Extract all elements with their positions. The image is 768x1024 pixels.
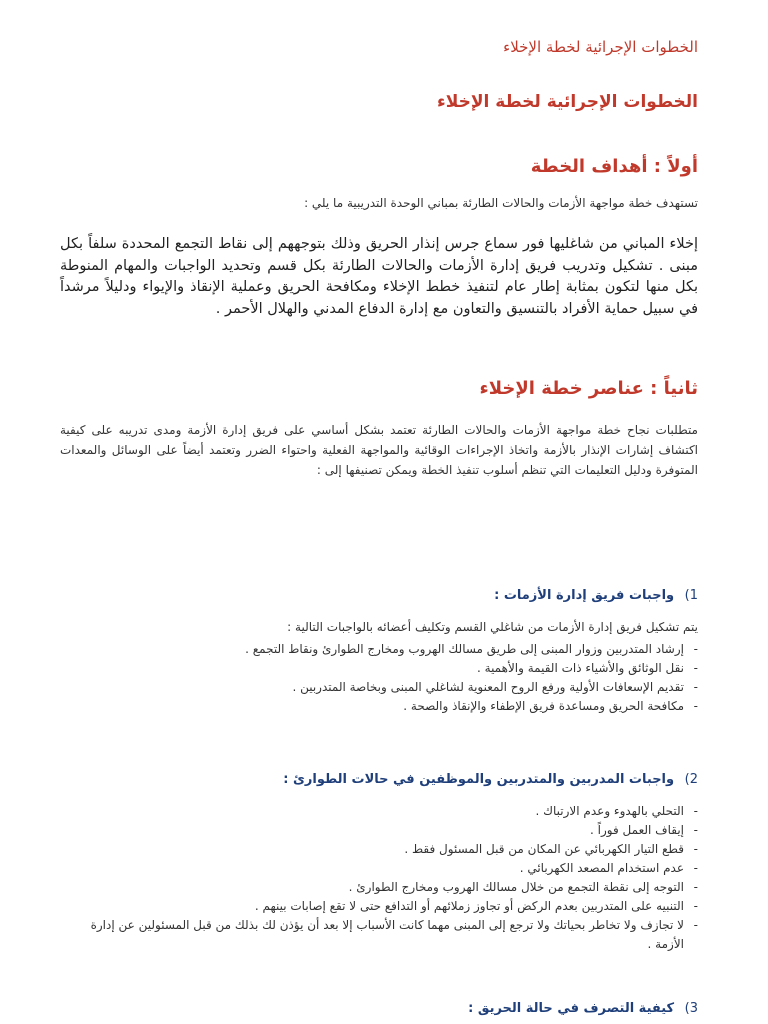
subsection-heading-emergency-duties xyxy=(60,772,698,787)
subsection-title: كيفية التصرف في حالة الحريق : xyxy=(468,1001,675,1016)
list-item: - التحلي بالهدوء وعدم الارتباك . xyxy=(60,802,698,821)
list-item: - تقديم الإسعافات الأولية ورفع الروح المعنوية لشاغلي المبنى وبخاصة المتدربين . xyxy=(60,678,698,697)
duties-list-crisis-team xyxy=(60,640,698,716)
list-item: - التوجه إلى نقطة التجمع من خلال مسالك الهروب ومخارج الطوارئ . xyxy=(60,878,698,897)
list-item: - مكافحة الحريق ومساعدة فريق الإطفاء والإنقاذ والصحة . xyxy=(60,697,698,716)
subsection-number: 1) xyxy=(684,588,698,603)
list-item: - إيقاف العمل فوراً . xyxy=(60,821,698,840)
subsection-heading-crisis-team xyxy=(60,588,698,603)
section-heading-elements: ثانياً : عناصر خطة الإخلاء xyxy=(479,378,698,399)
duties-list-emergency xyxy=(60,802,698,954)
subsection-number: 2) xyxy=(684,772,698,787)
list-item: - إرشاد المتدربين وزوار المبنى إلى طريق مسالك الهروب ومخارج الطوارئ ونقاط التجمع . xyxy=(60,640,698,659)
list-item: - التنبيه على المتدربين بعدم الركض أو تجاوز زملائهم أو التدافع حتى لا تقع إصابات بينهم . xyxy=(60,897,698,916)
subsection-lead-crisis-team: يتم تشكيل فريق إدارة الأزمات من شاغلي القسم وتكليف أعضائه بالواجبات التالية : xyxy=(287,620,698,634)
subsection-heading-fire-response xyxy=(60,1001,698,1016)
list-item: - قطع التيار الكهربائي عن المكان من قبل المسئول فقط . xyxy=(60,840,698,859)
section-intro-goals: تستهدف خطة مواجهة الأزمات والحالات الطارئة بمباني الوحدة التدريبية ما يلي : xyxy=(304,196,698,210)
subsection-title: واجبات المدربين والمتدربين والموظفين في حالات الطوارئ : xyxy=(283,772,675,787)
section-paragraph-elements: متطلبات نجاح خطة مواجهة الأزمات والحالات الطارئة تعتمد بشكل أساسي على فريق إدارة الأزمة ومدى تدريبه على كيفية اكتشاف إشارات الإنذار بالأزمة واتخاذ الإجراءات الوقائية والمواجهة الفعلية واحتواء الضرر وتعتمد أيضاً على الوسائل والمعدات المتوفرة ودليل التعليمات التي تنظم أسلوب تنفيذ الخطة ويمكن تصنيفها إلى : xyxy=(60,423,698,477)
list-item: - نقل الوثائق والأشياء ذات القيمة والأهمية . xyxy=(60,659,698,678)
page-title: الخطوات الإجرائية لخطة الإخلاء xyxy=(437,92,698,112)
list-item: - عدم استخدام المصعد الكهربائي . xyxy=(60,859,698,878)
subsection-number: 3) xyxy=(684,1001,698,1016)
list-item: - لا تجازف ولا تخاطر بحياتك ولا ترجع إلى المبنى مهما كانت الأسباب إلا بعد أن يؤذن لك بذلك من قبل المسئولين عن إدارة الأزمة . xyxy=(60,916,698,954)
section-heading-goals: أولاً : أهداف الخطة xyxy=(530,156,698,177)
subsection-title: واجبات فريق إدارة الأزمات : xyxy=(494,588,675,603)
running-header-title: الخطوات الإجرائية لخطة الإخلاء xyxy=(503,38,698,56)
section-paragraph-goals: إخلاء المباني من شاغليها فور سماع جرس إنذار الحريق وذلك بتوجههم إلى نقاط التجمع المحددة سلفاً بكل مبنى . تشكيل وتدريب فريق إدارة الأزمات والحالات الطارئة بكل قسم وتحديد الواجبات والمهام المنوطة بكل منها لتكون بمثابة إطار عام لتنفيذ خطط الإخلاء ومكافحة الحريق وعملية الإنقاذ والإيواء ودليلاً مرشداً في سبيل حماية الأفراد بالتنسيق والتعاون مع إدارة الدفاع المدني والهلال الأحمر . xyxy=(60,236,698,317)
